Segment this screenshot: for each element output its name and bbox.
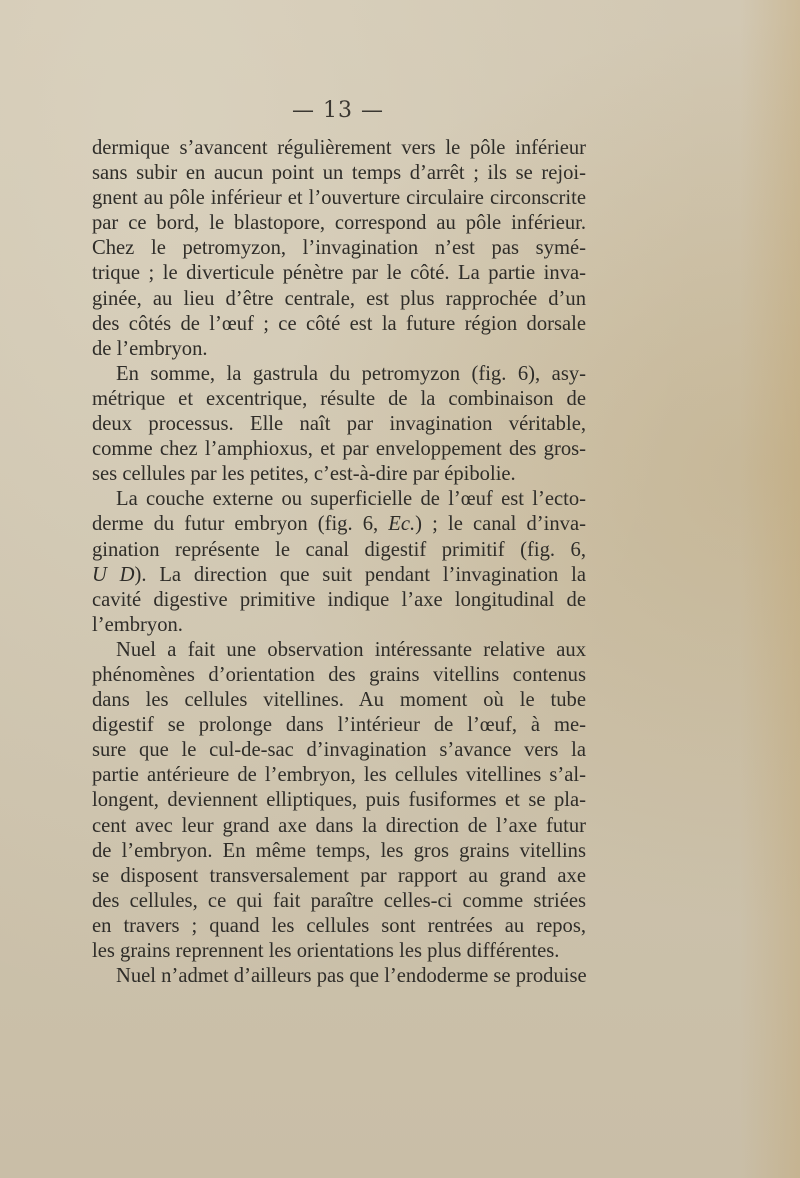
text-line: se disposent transversalement par rapport au grand axe xyxy=(92,864,586,887)
text-line: La couche externe ou superficielle de l’œuf est l’ecto- xyxy=(116,488,586,511)
page-number: — 13 — xyxy=(292,98,384,123)
text-line: ginée, au lieu d’être centrale, est plus rapprochée d’un xyxy=(92,287,586,310)
text-line: cavité digestive primitive indique l’axe longitudinal de xyxy=(92,588,586,611)
text-segment: ). La direction que suit pendant l’invagination la xyxy=(134,563,586,586)
text-line: comme chez l’amphioxus, et par enveloppement des gros- xyxy=(92,438,586,461)
text-line: dans les cellules vitellines. Au moment où le tube xyxy=(92,689,586,712)
text-line: ses cellules par les petites, c’est-à-dire par épibolie. xyxy=(92,463,516,486)
body-text xyxy=(92,136,586,989)
text-line: sure que le cul-de-sac d’invagination s’avance vers la xyxy=(92,739,586,762)
text-segment: ) ; le canal d’inva- xyxy=(415,513,586,536)
text-line: gination représente le canal digestif primitif (fig. 6, xyxy=(92,538,586,561)
text-line: métrique et excentrique, résulte de la combinaison de xyxy=(92,387,586,410)
text-line: trique ; le diverticule pénètre par le côté. La partie inva- xyxy=(92,262,586,285)
text-line: dermique s’avancent régulièrement vers le pôle inférieur xyxy=(92,137,586,159)
text-line: des côtés de l’œuf ; ce côté est la future région dorsale xyxy=(92,312,586,335)
text-line xyxy=(92,563,586,588)
text-line: deux processus. Elle naît par invagination véritable, xyxy=(92,413,586,436)
text-line: sans subir en aucun point un temps d’arrêt ; ils se rejoi- xyxy=(92,162,586,185)
text-line: les grains reprennent les orientations les plus différentes. xyxy=(92,940,560,962)
text-line: cent avec leur grand axe dans la direction de l’axe futur xyxy=(92,814,586,837)
page-edge-stain xyxy=(740,0,800,1178)
text-line: par ce bord, le blastopore, correspond au pôle inférieur. xyxy=(92,212,586,235)
text-line: en travers ; quand les cellules sont rentrées au repos, xyxy=(92,914,586,937)
text-line: l’embryon. xyxy=(92,613,183,636)
text-line: de l’embryon. xyxy=(92,337,208,360)
text-line: longent, deviennent elliptiques, puis fusiformes et se pla- xyxy=(92,789,586,812)
text-line: de l’embryon. En même temps, les gros grains vitellins xyxy=(92,839,586,862)
text-line: En somme, la gastrula du petromyzon (fig. 6), asy- xyxy=(116,362,586,385)
text-line: Nuel n’admet d’ailleurs pas que l’endoderme se produise xyxy=(116,965,587,988)
text-segment: derme du futur embryon (fig. 6, xyxy=(92,513,389,536)
figure-label: U D xyxy=(92,563,135,586)
text-line: gnent au pôle inférieur et l’ouverture circulaire circonscrite xyxy=(92,187,586,210)
text-line: Chez le petromyzon, l’invagination n’est pas symé- xyxy=(92,237,586,260)
text-line: partie antérieure de l’embryon, les cellules vitellines s’al- xyxy=(92,764,586,787)
figure-label: Ec. xyxy=(388,513,416,536)
text-line: Nuel a fait une observation intéressante relative aux xyxy=(116,638,586,661)
text-line: phénomènes d’orientation des grains vitellins contenus xyxy=(92,663,586,686)
text-line: des cellules, ce qui fait paraître celles-ci comme striées xyxy=(92,889,586,912)
text-line xyxy=(92,512,586,537)
text-line: digestif se prolonge dans l’intérieur de l’œuf, à me- xyxy=(92,714,586,737)
